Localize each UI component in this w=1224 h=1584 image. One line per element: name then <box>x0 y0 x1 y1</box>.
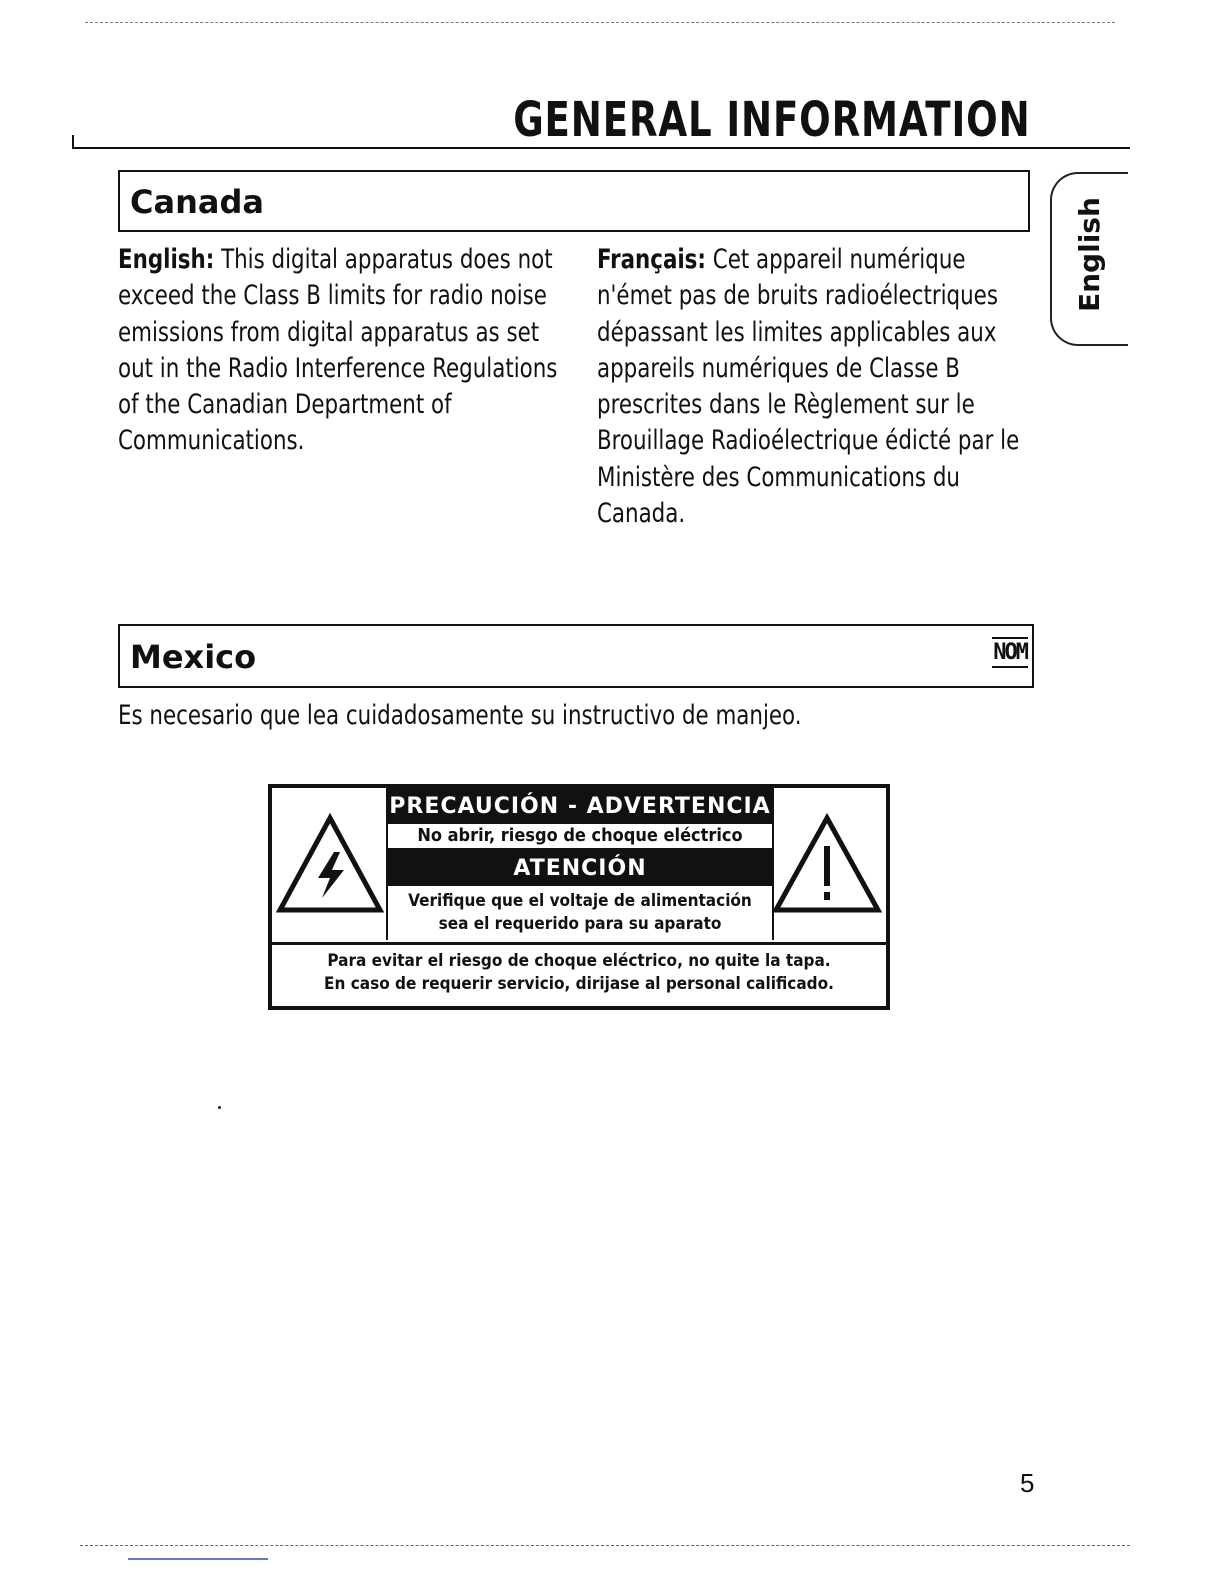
warning-line-atencion: ATENCIÓN <box>388 850 772 886</box>
section-heading-canada: Canada <box>118 170 1030 232</box>
language-tab-label: English <box>1073 197 1106 312</box>
nom-logo: NOM <box>992 637 1028 668</box>
scan-speck <box>218 1106 221 1109</box>
warning-line-no-abrir: No abrir, riesgo de choque eléctrico <box>388 824 772 850</box>
warning-line-verifique <box>388 886 772 940</box>
section-heading-mexico: Mexico <box>118 624 1034 688</box>
warning-bottom-line-b: En caso de requerir servicio, dirijase al personal calificado. <box>324 974 834 994</box>
warning-label-center <box>386 788 774 940</box>
english-text: This digital apparatus does not exceed the Class B limits for radio noise emissions from digital apparatus as set out in the Radio Interference Regulations of the Canadian Department of Communications. <box>118 244 558 457</box>
mexico-instruction-text: Es necesario que lea cuidadosamente su instructivo de manjeo. <box>118 700 802 731</box>
warning-line-precaucion: PRECAUCIÓN - ADVERTENCIA <box>388 788 772 824</box>
page-number: 5 <box>1020 1468 1035 1498</box>
title-divider-tick <box>72 135 74 147</box>
canada-french-paragraph <box>597 242 1037 532</box>
french-label: Français: <box>597 244 706 275</box>
warning-bottom-line-a: Para evitar el riesgo de choque eléctrico, no quite la tapa. <box>327 951 831 971</box>
exclamation-warning-icon <box>770 812 884 916</box>
scan-line-bottom <box>80 1545 1130 1546</box>
page-title: GENERAL INFORMATION <box>513 92 1031 148</box>
scan-line-blue <box>128 1558 268 1560</box>
scan-line-top <box>85 22 1115 23</box>
electric-shock-warning-icon <box>274 812 386 916</box>
french-text: Cet appareil numérique n'émet pas de bruits radioélectriques dépassant les limites applicables aux appareils numériques de Classe B prescrites dans le Règlement sur le Brouillage Radioélectrique édicté par le Ministère des Communications du Canada. <box>597 244 1020 530</box>
canada-english-paragraph <box>118 242 558 460</box>
warning-label-divider <box>272 942 886 945</box>
warning-label-bottom-text <box>272 950 886 996</box>
warning-line-verifique-b: sea el requerido para su aparato <box>438 914 722 934</box>
title-divider <box>72 147 1130 149</box>
warning-line-verifique-a: Verifique que el voltaje de alimentación <box>408 891 752 911</box>
english-label: English: <box>118 244 215 275</box>
